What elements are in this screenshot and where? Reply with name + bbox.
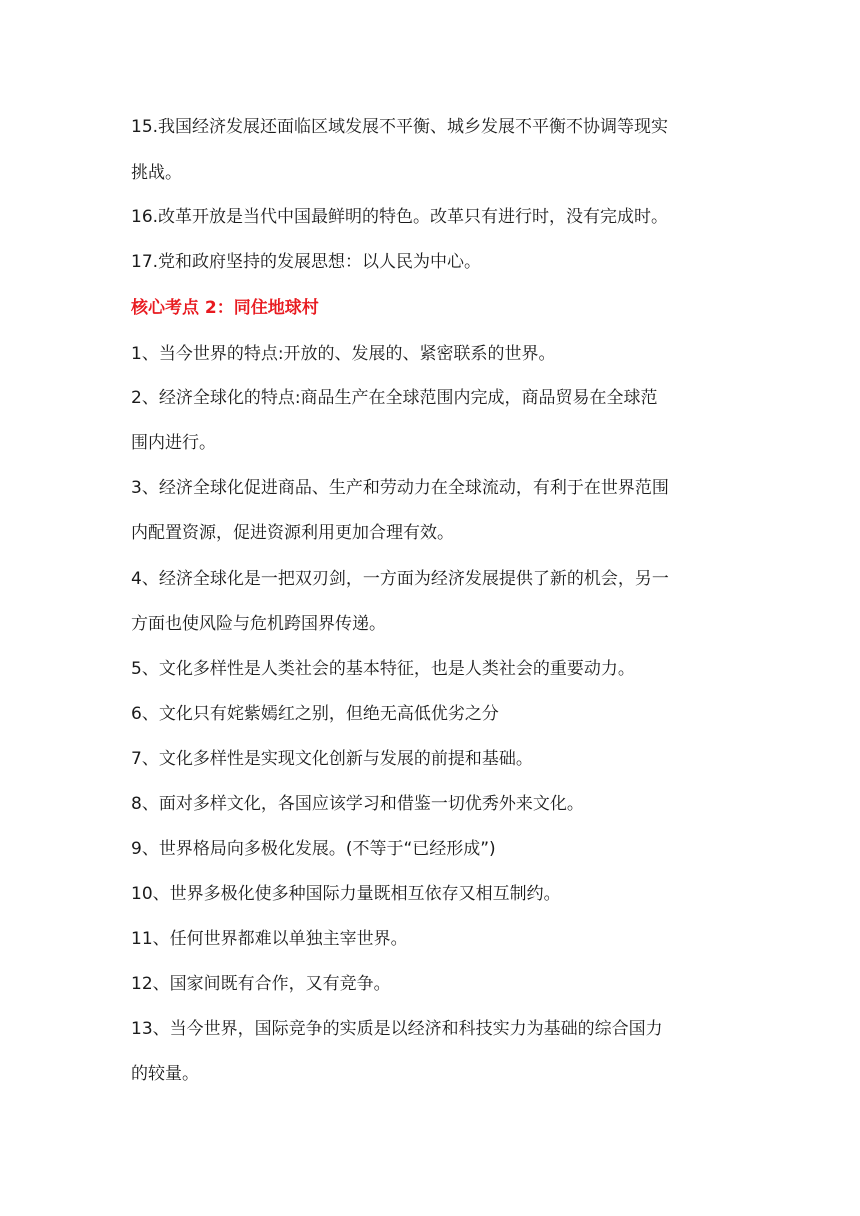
- paragraph-line: 11、任何世界都难以单独主宰世界。: [131, 929, 408, 949]
- paragraph-line: 7、文化多样性是实现文化创新与发展的前提和基础。: [131, 749, 533, 769]
- paragraph-line: 17.党和政府坚持的发展思想：以人民为中心。: [131, 252, 482, 272]
- paragraph-line: 2、经济全球化的特点:商品生产在全球范围内完成，商品贸易在全球范: [131, 388, 658, 408]
- paragraph-line: 6、文化只有姹紫嫣红之别，但绝无高低优劣之分: [131, 704, 499, 724]
- paragraph-line: 1、当今世界的特点:开放的、发展的、紧密联系的世界。: [131, 344, 556, 364]
- paragraph-line: 13、当今世界，国际竞争的实质是以经济和科技实力为基础的综合国力: [131, 1019, 663, 1039]
- paragraph-line: 9、世界格局向多极化发展。(不等于“已经形成”): [131, 839, 496, 859]
- paragraph-line: 的较量。: [131, 1064, 199, 1084]
- paragraph-line: 3、经济全球化促进商品、生产和劳动力在全球流动，有利于在世界范围: [131, 478, 669, 498]
- paragraph-line: 15.我国经济发展还面临区域发展不平衡、城乡发展不平衡不协调等现实: [131, 117, 669, 137]
- paragraph-line: 挑战。: [131, 163, 182, 183]
- paragraph-line: 内配置资源，促进资源利用更加合理有效。: [131, 523, 454, 543]
- paragraph-line: 10、世界多极化使多种国际力量既相互依存又相互制约。: [131, 884, 561, 904]
- paragraph-line: 12、国家间既有合作，又有竞争。: [131, 974, 391, 994]
- paragraph-line: 方面也使风险与危机跨国界传递。: [131, 614, 386, 634]
- paragraph-line: 围内进行。: [131, 433, 216, 453]
- paragraph-line: 8、面对多样文化，各国应该学习和借鉴一切优秀外来文化。: [131, 794, 584, 814]
- paragraph-line: 5、文化多样性是人类社会的基本特征，也是人类社会的重要动力。: [131, 659, 635, 679]
- section-heading: 核心考点 2：同住地球村: [131, 298, 319, 318]
- paragraph-line: 4、经济全球化是一把双刃剑，一方面为经济发展提供了新的机会，另一: [131, 569, 669, 589]
- paragraph-line: 16.改革开放是当代中国最鲜明的特色。改革只有进行时，没有完成时。: [131, 207, 669, 227]
